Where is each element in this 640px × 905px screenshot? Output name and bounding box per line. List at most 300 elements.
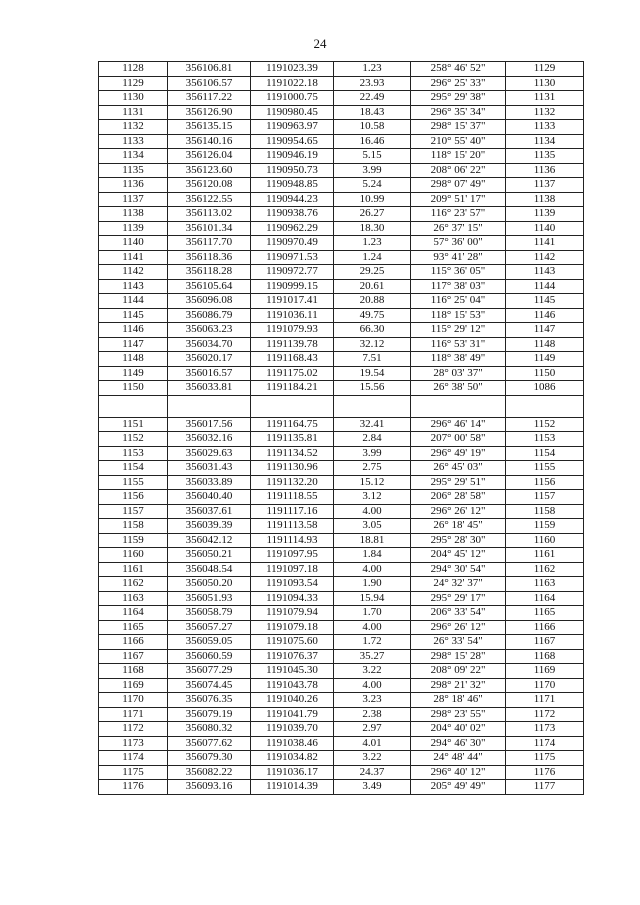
- cell-x-coordinate: 356123.60: [168, 163, 251, 178]
- cell-y-coordinate: 1190950.73: [251, 163, 334, 178]
- cell-x-coordinate: 356118.36: [168, 250, 251, 265]
- table-row: [99, 765, 584, 780]
- cell-x-coordinate: 356039.39: [168, 519, 251, 534]
- cell-next-point-id: 1173: [506, 722, 584, 737]
- cell-bearing: 204° 45' 12": [411, 548, 506, 563]
- table-row: [99, 76, 584, 91]
- cell-bearing: 57° 36' 00": [411, 236, 506, 251]
- cell-y-coordinate: 1191114.93: [251, 533, 334, 548]
- empty-cell: [506, 395, 584, 417]
- cell-distance: 26.27: [334, 207, 411, 222]
- cell-bearing: 93° 41' 28": [411, 250, 506, 265]
- table-row: [99, 722, 584, 737]
- cell-point-id: 1173: [99, 736, 168, 751]
- cell-next-point-id: 1159: [506, 519, 584, 534]
- cell-point-id: 1132: [99, 120, 168, 135]
- cell-point-id: 1151: [99, 417, 168, 432]
- cell-bearing: 296° 35' 34": [411, 105, 506, 120]
- cell-bearing: 204° 40' 02": [411, 722, 506, 737]
- cell-bearing: 296° 26' 12": [411, 504, 506, 519]
- cell-bearing: 117° 38' 03": [411, 279, 506, 294]
- cell-point-id: 1174: [99, 751, 168, 766]
- cell-y-coordinate: 1191000.75: [251, 91, 334, 106]
- empty-cell: [99, 395, 168, 417]
- cell-y-coordinate: 1191093.54: [251, 577, 334, 592]
- cell-distance: 18.81: [334, 533, 411, 548]
- cell-next-point-id: 1172: [506, 707, 584, 722]
- cell-x-coordinate: 356086.79: [168, 308, 251, 323]
- cell-bearing: 295° 28' 30": [411, 533, 506, 548]
- cell-next-point-id: 1177: [506, 780, 584, 795]
- cell-bearing: 208° 06' 22": [411, 163, 506, 178]
- cell-bearing: 26° 38' 50": [411, 381, 506, 396]
- cell-bearing: 118° 15' 20": [411, 149, 506, 164]
- cell-bearing: 206° 33' 54": [411, 606, 506, 621]
- cell-distance: 1.23: [334, 236, 411, 251]
- cell-x-coordinate: 356101.34: [168, 221, 251, 236]
- cell-point-id: 1143: [99, 279, 168, 294]
- cell-bearing: 210° 55' 40": [411, 134, 506, 149]
- cell-y-coordinate: 1190954.65: [251, 134, 334, 149]
- cell-point-id: 1162: [99, 577, 168, 592]
- table-row: [99, 664, 584, 679]
- cell-point-id: 1135: [99, 163, 168, 178]
- cell-y-coordinate: 1191041.79: [251, 707, 334, 722]
- cell-x-coordinate: 356126.90: [168, 105, 251, 120]
- cell-next-point-id: 1134: [506, 134, 584, 149]
- cell-bearing: 26° 37' 15": [411, 221, 506, 236]
- table-row: [99, 279, 584, 294]
- table-row: [99, 736, 584, 751]
- cell-x-coordinate: 356020.17: [168, 352, 251, 367]
- cell-point-id: 1172: [99, 722, 168, 737]
- cell-y-coordinate: 1191130.96: [251, 461, 334, 476]
- cell-y-coordinate: 1191036.17: [251, 765, 334, 780]
- cell-y-coordinate: 1191079.94: [251, 606, 334, 621]
- cell-bearing: 26° 18' 45": [411, 519, 506, 534]
- cell-bearing: 296° 25' 33": [411, 76, 506, 91]
- cell-point-id: 1139: [99, 221, 168, 236]
- table-row: [99, 548, 584, 563]
- cell-y-coordinate: 1191075.60: [251, 635, 334, 650]
- cell-next-point-id: 1165: [506, 606, 584, 621]
- cell-next-point-id: 1131: [506, 91, 584, 106]
- cell-y-coordinate: 1191036.11: [251, 308, 334, 323]
- cell-x-coordinate: 356037.61: [168, 504, 251, 519]
- table-row: [99, 308, 584, 323]
- cell-x-coordinate: 356057.27: [168, 620, 251, 635]
- cell-distance: 1.24: [334, 250, 411, 265]
- cell-next-point-id: 1138: [506, 192, 584, 207]
- cell-point-id: 1131: [99, 105, 168, 120]
- cell-x-coordinate: 356077.62: [168, 736, 251, 751]
- cell-next-point-id: 1136: [506, 163, 584, 178]
- cell-point-id: 1144: [99, 294, 168, 309]
- cell-point-id: 1167: [99, 649, 168, 664]
- cell-distance: 22.49: [334, 91, 411, 106]
- cell-distance: 5.24: [334, 178, 411, 193]
- cell-distance: 4.00: [334, 620, 411, 635]
- cell-point-id: 1140: [99, 236, 168, 251]
- cell-bearing: 296° 26' 12": [411, 620, 506, 635]
- table-row: [99, 62, 584, 77]
- cell-point-id: 1156: [99, 490, 168, 505]
- cell-x-coordinate: 356077.29: [168, 664, 251, 679]
- cell-bearing: 118° 38' 49": [411, 352, 506, 367]
- cell-next-point-id: 1152: [506, 417, 584, 432]
- table-row: [99, 337, 584, 352]
- cell-y-coordinate: 1191017.41: [251, 294, 334, 309]
- table-row: [99, 432, 584, 447]
- cell-bearing: 118° 15' 53": [411, 308, 506, 323]
- cell-x-coordinate: 356034.70: [168, 337, 251, 352]
- cell-x-coordinate: 356050.21: [168, 548, 251, 563]
- cell-y-coordinate: 1191164.75: [251, 417, 334, 432]
- cell-x-coordinate: 356063.23: [168, 323, 251, 338]
- cell-x-coordinate: 356032.16: [168, 432, 251, 447]
- cell-y-coordinate: 1190944.23: [251, 192, 334, 207]
- table-row: [99, 91, 584, 106]
- cell-y-coordinate: 1191076.37: [251, 649, 334, 664]
- cell-bearing: 116° 53' 31": [411, 337, 506, 352]
- table-row: [99, 707, 584, 722]
- cell-next-point-id: 1166: [506, 620, 584, 635]
- cell-y-coordinate: 1191097.18: [251, 562, 334, 577]
- cell-x-coordinate: 356079.19: [168, 707, 251, 722]
- table-row: [99, 236, 584, 251]
- cell-point-id: 1146: [99, 323, 168, 338]
- cell-y-coordinate: 1190938.76: [251, 207, 334, 222]
- cell-distance: 24.37: [334, 765, 411, 780]
- cell-bearing: 116° 23' 57": [411, 207, 506, 222]
- cell-distance: 4.00: [334, 678, 411, 693]
- cell-bearing: 115° 36' 05": [411, 265, 506, 280]
- cell-distance: 2.75: [334, 461, 411, 476]
- cell-bearing: 298° 21' 32": [411, 678, 506, 693]
- cell-x-coordinate: 356117.22: [168, 91, 251, 106]
- cell-bearing: 298° 23' 55": [411, 707, 506, 722]
- cell-bearing: 294° 30' 54": [411, 562, 506, 577]
- cell-x-coordinate: 356126.04: [168, 149, 251, 164]
- cell-x-coordinate: 356033.81: [168, 381, 251, 396]
- cell-x-coordinate: 356029.63: [168, 446, 251, 461]
- cell-x-coordinate: 356074.45: [168, 678, 251, 693]
- cell-next-point-id: 1140: [506, 221, 584, 236]
- cell-y-coordinate: 1190980.45: [251, 105, 334, 120]
- coordinates-table: [98, 61, 584, 795]
- cell-bearing: 258° 46' 52": [411, 62, 506, 77]
- cell-next-point-id: 1167: [506, 635, 584, 650]
- cell-next-point-id: 1175: [506, 751, 584, 766]
- cell-next-point-id: 1146: [506, 308, 584, 323]
- table-row: [99, 381, 584, 396]
- cell-point-id: 1175: [99, 765, 168, 780]
- cell-x-coordinate: 356016.57: [168, 366, 251, 381]
- cell-x-coordinate: 356106.81: [168, 62, 251, 77]
- cell-y-coordinate: 1191040.26: [251, 693, 334, 708]
- cell-y-coordinate: 1190972.77: [251, 265, 334, 280]
- cell-y-coordinate: 1191039.70: [251, 722, 334, 737]
- cell-x-coordinate: 356140.16: [168, 134, 251, 149]
- cell-bearing: 298° 07' 49": [411, 178, 506, 193]
- cell-bearing: 295° 29' 51": [411, 475, 506, 490]
- cell-y-coordinate: 1191022.18: [251, 76, 334, 91]
- cell-next-point-id: 1160: [506, 533, 584, 548]
- cell-distance: 1.72: [334, 635, 411, 650]
- cell-next-point-id: 1135: [506, 149, 584, 164]
- cell-x-coordinate: 356048.54: [168, 562, 251, 577]
- cell-distance: 3.49: [334, 780, 411, 795]
- cell-bearing: 205° 49' 49": [411, 780, 506, 795]
- table-row: [99, 149, 584, 164]
- cell-x-coordinate: 356093.16: [168, 780, 251, 795]
- table-row: [99, 751, 584, 766]
- cell-x-coordinate: 356106.57: [168, 76, 251, 91]
- table-row: [99, 192, 584, 207]
- cell-next-point-id: 1144: [506, 279, 584, 294]
- cell-distance: 29.25: [334, 265, 411, 280]
- table-row: [99, 519, 584, 534]
- cell-point-id: 1158: [99, 519, 168, 534]
- cell-point-id: 1165: [99, 620, 168, 635]
- cell-x-coordinate: 356050.20: [168, 577, 251, 592]
- cell-next-point-id: 1086: [506, 381, 584, 396]
- cell-point-id: 1150: [99, 381, 168, 396]
- cell-bearing: 24° 32' 37": [411, 577, 506, 592]
- table-row: [99, 221, 584, 236]
- cell-point-id: 1176: [99, 780, 168, 795]
- cell-next-point-id: 1142: [506, 250, 584, 265]
- cell-distance: 23.93: [334, 76, 411, 91]
- cell-bearing: 26° 45' 03": [411, 461, 506, 476]
- cell-bearing: 115° 29' 12": [411, 323, 506, 338]
- cell-point-id: 1153: [99, 446, 168, 461]
- cell-next-point-id: 1171: [506, 693, 584, 708]
- table-row: [99, 490, 584, 505]
- cell-point-id: 1160: [99, 548, 168, 563]
- empty-cell: [411, 395, 506, 417]
- table-row: [99, 323, 584, 338]
- cell-point-id: 1145: [99, 308, 168, 323]
- table-row: [99, 352, 584, 367]
- cell-bearing: 208° 09' 22": [411, 664, 506, 679]
- cell-next-point-id: 1132: [506, 105, 584, 120]
- cell-bearing: 298° 15' 37": [411, 120, 506, 135]
- cell-point-id: 1141: [99, 250, 168, 265]
- cell-point-id: 1169: [99, 678, 168, 693]
- cell-point-id: 1154: [99, 461, 168, 476]
- cell-next-point-id: 1139: [506, 207, 584, 222]
- cell-x-coordinate: 356042.12: [168, 533, 251, 548]
- table-row: [99, 265, 584, 280]
- cell-distance: 16.46: [334, 134, 411, 149]
- cell-bearing: 294° 46' 30": [411, 736, 506, 751]
- cell-point-id: 1148: [99, 352, 168, 367]
- cell-distance: 49.75: [334, 308, 411, 323]
- cell-distance: 10.58: [334, 120, 411, 135]
- cell-distance: 3.22: [334, 751, 411, 766]
- cell-next-point-id: 1147: [506, 323, 584, 338]
- table-row: [99, 461, 584, 476]
- cell-next-point-id: 1154: [506, 446, 584, 461]
- table-row: [99, 562, 584, 577]
- table-row: [99, 504, 584, 519]
- table-row: [99, 635, 584, 650]
- table-row: [99, 577, 584, 592]
- cell-next-point-id: 1133: [506, 120, 584, 135]
- cell-y-coordinate: 1191139.78: [251, 337, 334, 352]
- cell-x-coordinate: 356135.15: [168, 120, 251, 135]
- cell-point-id: 1171: [99, 707, 168, 722]
- cell-x-coordinate: 356031.43: [168, 461, 251, 476]
- cell-bearing: 207° 00' 58": [411, 432, 506, 447]
- cell-x-coordinate: 356051.93: [168, 591, 251, 606]
- cell-distance: 32.12: [334, 337, 411, 352]
- cell-point-id: 1164: [99, 606, 168, 621]
- cell-distance: 20.88: [334, 294, 411, 309]
- cell-y-coordinate: 1191135.81: [251, 432, 334, 447]
- cell-x-coordinate: 356120.08: [168, 178, 251, 193]
- cell-point-id: 1128: [99, 62, 168, 77]
- cell-y-coordinate: 1190948.85: [251, 178, 334, 193]
- cell-distance: 3.23: [334, 693, 411, 708]
- cell-x-coordinate: 356117.70: [168, 236, 251, 251]
- cell-bearing: 209° 51' 17": [411, 192, 506, 207]
- cell-distance: 3.12: [334, 490, 411, 505]
- table-row: [99, 294, 584, 309]
- cell-point-id: 1138: [99, 207, 168, 222]
- cell-point-id: 1130: [99, 91, 168, 106]
- cell-x-coordinate: 356059.05: [168, 635, 251, 650]
- cell-y-coordinate: 1191097.95: [251, 548, 334, 563]
- blank-separator-row: [99, 395, 584, 417]
- cell-y-coordinate: 1191094.33: [251, 591, 334, 606]
- table-row: [99, 134, 584, 149]
- cell-distance: 5.15: [334, 149, 411, 164]
- cell-y-coordinate: 1191132.20: [251, 475, 334, 490]
- cell-next-point-id: 1169: [506, 664, 584, 679]
- cell-x-coordinate: 356058.79: [168, 606, 251, 621]
- cell-bearing: 296° 40' 12": [411, 765, 506, 780]
- cell-x-coordinate: 356079.30: [168, 751, 251, 766]
- cell-point-id: 1166: [99, 635, 168, 650]
- cell-next-point-id: 1161: [506, 548, 584, 563]
- cell-y-coordinate: 1191045.30: [251, 664, 334, 679]
- cell-y-coordinate: 1190999.15: [251, 279, 334, 294]
- table-row: [99, 207, 584, 222]
- cell-bearing: 26° 33' 54": [411, 635, 506, 650]
- cell-distance: 3.99: [334, 163, 411, 178]
- cell-y-coordinate: 1191113.58: [251, 519, 334, 534]
- cell-y-coordinate: 1191014.39: [251, 780, 334, 795]
- cell-x-coordinate: 356113.02: [168, 207, 251, 222]
- cell-point-id: 1155: [99, 475, 168, 490]
- cell-next-point-id: 1130: [506, 76, 584, 91]
- cell-distance: 1.84: [334, 548, 411, 563]
- cell-y-coordinate: 1191118.55: [251, 490, 334, 505]
- cell-next-point-id: 1155: [506, 461, 584, 476]
- cell-y-coordinate: 1191079.93: [251, 323, 334, 338]
- cell-point-id: 1147: [99, 337, 168, 352]
- cell-x-coordinate: 356118.28: [168, 265, 251, 280]
- table-row: [99, 678, 584, 693]
- cell-bearing: 296° 49' 19": [411, 446, 506, 461]
- table-row: [99, 120, 584, 135]
- cell-y-coordinate: 1191023.39: [251, 62, 334, 77]
- cell-y-coordinate: 1190946.19: [251, 149, 334, 164]
- cell-distance: 1.90: [334, 577, 411, 592]
- cell-y-coordinate: 1191117.16: [251, 504, 334, 519]
- cell-next-point-id: 1170: [506, 678, 584, 693]
- cell-next-point-id: 1163: [506, 577, 584, 592]
- cell-distance: 66.30: [334, 323, 411, 338]
- empty-cell: [168, 395, 251, 417]
- cell-bearing: 296° 46' 14": [411, 417, 506, 432]
- cell-distance: 19.54: [334, 366, 411, 381]
- cell-point-id: 1134: [99, 149, 168, 164]
- table-row: [99, 446, 584, 461]
- cell-next-point-id: 1164: [506, 591, 584, 606]
- cell-next-point-id: 1129: [506, 62, 584, 77]
- cell-point-id: 1163: [99, 591, 168, 606]
- cell-point-id: 1168: [99, 664, 168, 679]
- cell-distance: 3.05: [334, 519, 411, 534]
- cell-point-id: 1152: [99, 432, 168, 447]
- cell-x-coordinate: 356122.55: [168, 192, 251, 207]
- cell-next-point-id: 1143: [506, 265, 584, 280]
- cell-y-coordinate: 1190970.49: [251, 236, 334, 251]
- table-row: [99, 533, 584, 548]
- cell-distance: 1.70: [334, 606, 411, 621]
- cell-bearing: 298° 15' 28": [411, 649, 506, 664]
- cell-x-coordinate: 356076.35: [168, 693, 251, 708]
- page-number: 24: [313, 36, 327, 51]
- cell-y-coordinate: 1191034.82: [251, 751, 334, 766]
- cell-distance: 2.97: [334, 722, 411, 737]
- empty-cell: [251, 395, 334, 417]
- cell-point-id: 1136: [99, 178, 168, 193]
- cell-next-point-id: 1153: [506, 432, 584, 447]
- cell-y-coordinate: 1190962.29: [251, 221, 334, 236]
- cell-distance: 7.51: [334, 352, 411, 367]
- cell-y-coordinate: 1191168.43: [251, 352, 334, 367]
- cell-distance: 3.99: [334, 446, 411, 461]
- cell-point-id: 1170: [99, 693, 168, 708]
- table-row: [99, 620, 584, 635]
- cell-y-coordinate: 1190971.53: [251, 250, 334, 265]
- cell-distance: 4.00: [334, 562, 411, 577]
- cell-y-coordinate: 1191134.52: [251, 446, 334, 461]
- cell-distance: 20.61: [334, 279, 411, 294]
- table-row: [99, 163, 584, 178]
- cell-distance: 15.56: [334, 381, 411, 396]
- cell-distance: 15.94: [334, 591, 411, 606]
- coordinates-table-body: [99, 62, 584, 795]
- cell-point-id: 1159: [99, 533, 168, 548]
- cell-next-point-id: 1162: [506, 562, 584, 577]
- cell-next-point-id: 1148: [506, 337, 584, 352]
- empty-cell: [334, 395, 411, 417]
- cell-distance: 15.12: [334, 475, 411, 490]
- cell-point-id: 1137: [99, 192, 168, 207]
- cell-next-point-id: 1141: [506, 236, 584, 251]
- table-row: [99, 366, 584, 381]
- table-row: [99, 250, 584, 265]
- table-row: [99, 591, 584, 606]
- cell-distance: 2.84: [334, 432, 411, 447]
- cell-bearing: 116° 25' 04": [411, 294, 506, 309]
- table-row: [99, 105, 584, 120]
